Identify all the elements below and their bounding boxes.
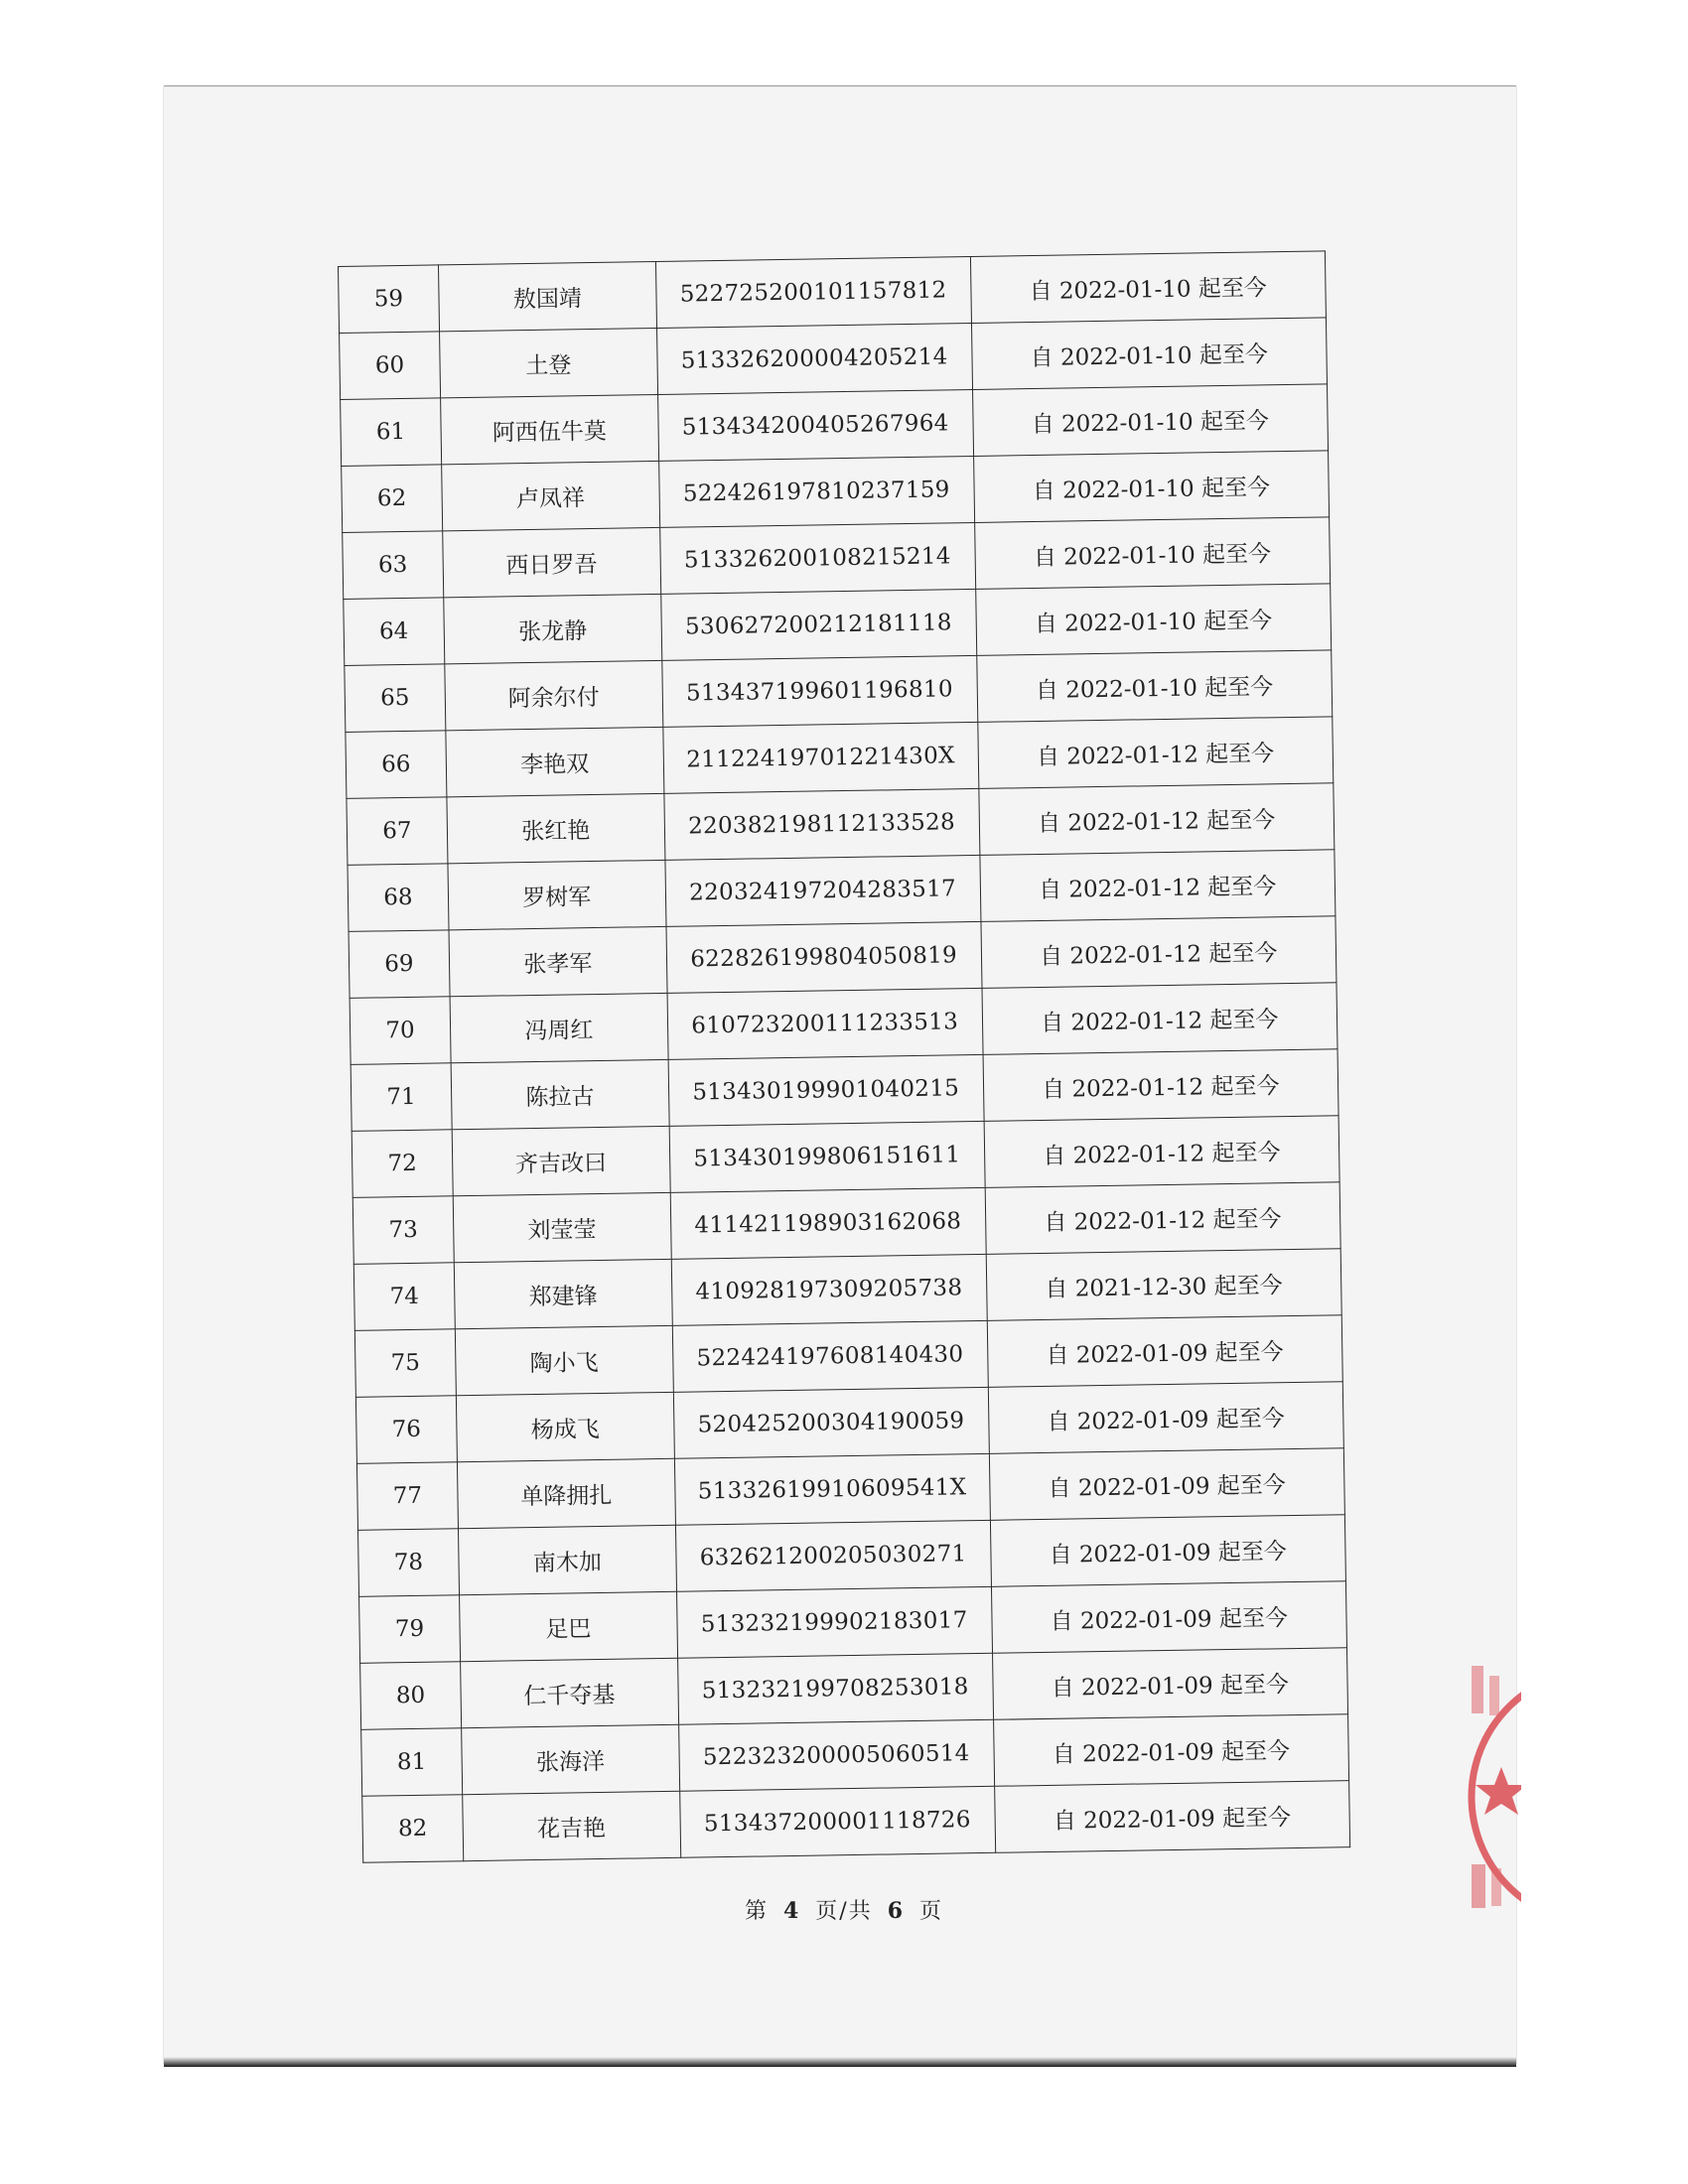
period-cell: 自 2022-01-10 起至今	[974, 517, 1331, 590]
name-cell: 刘莹莹	[453, 1192, 671, 1262]
id-number-cell: 513434200405267964	[657, 389, 973, 461]
id-number-cell: 513326200108215214	[659, 522, 975, 594]
id-number-cell: 513232199902183017	[676, 1586, 992, 1658]
id-number-cell: 513430199806151611	[669, 1121, 985, 1192]
row-number-cell: 79	[359, 1595, 461, 1664]
period-cell: 自 2022-01-10 起至今	[970, 251, 1327, 324]
name-cell: 土登	[439, 328, 657, 397]
row-number-cell: 63	[343, 531, 444, 600]
row-number-cell: 80	[360, 1662, 462, 1730]
row-number-cell: 59	[339, 265, 440, 334]
row-number-cell: 82	[362, 1795, 464, 1863]
footer-suffix: 页	[919, 1899, 944, 1924]
name-cell: 阿余尔付	[445, 660, 663, 730]
roster-table	[338, 250, 1350, 1862]
id-number-cell: 520425200304190059	[673, 1387, 989, 1458]
name-cell: 陶小飞	[455, 1325, 673, 1395]
footer-current-page: 4	[782, 1898, 801, 1924]
id-number-cell: 513437199601196810	[662, 655, 978, 727]
id-number-cell: 513437200001118726	[679, 1786, 995, 1857]
name-cell: 仁千夺基	[460, 1658, 678, 1727]
row-number-cell: 76	[355, 1396, 457, 1464]
name-cell: 敖国靖	[438, 261, 656, 331]
name-cell: 郑建锋	[454, 1259, 672, 1328]
period-cell: 自 2022-01-10 起至今	[971, 318, 1328, 390]
footer-middle: 页/共	[815, 1899, 873, 1924]
id-number-cell: 21122419701221430X	[663, 722, 979, 793]
name-cell: 杨成飞	[456, 1392, 674, 1461]
row-number-cell: 74	[353, 1263, 455, 1331]
row-number-cell: 65	[345, 664, 446, 733]
id-number-cell: 410928197309205738	[671, 1254, 987, 1325]
row-number-cell: 72	[352, 1130, 453, 1198]
name-cell: 张孝军	[449, 926, 667, 996]
period-cell: 自 2022-01-09 起至今	[991, 1581, 1347, 1654]
id-number-cell: 632621200205030271	[675, 1520, 991, 1591]
name-cell: 冯周红	[450, 993, 668, 1062]
page-footer	[0, 1894, 1688, 1925]
row-number-cell: 67	[347, 797, 448, 866]
period-cell: 自 2021-12-30 起至今	[986, 1249, 1342, 1321]
footer-prefix: 第	[744, 1899, 769, 1924]
row-number-cell: 71	[351, 1063, 452, 1132]
row-number-cell: 73	[352, 1196, 454, 1265]
period-cell: 自 2022-01-09 起至今	[987, 1315, 1343, 1388]
period-cell: 自 2022-01-12 起至今	[983, 1049, 1339, 1122]
row-number-cell: 64	[344, 598, 445, 666]
row-number-cell: 81	[361, 1728, 463, 1797]
footer-total-pages: 6	[887, 1898, 906, 1924]
id-number-cell: 522323200005060514	[678, 1719, 994, 1791]
period-cell: 自 2022-01-09 起至今	[992, 1648, 1348, 1720]
id-number-cell: 220382198112133528	[664, 788, 980, 860]
id-number-cell: 513430199901040215	[668, 1054, 984, 1126]
row-number-cell: 69	[349, 930, 450, 999]
period-cell: 自 2022-01-09 起至今	[988, 1382, 1344, 1454]
period-cell: 自 2022-01-10 起至今	[975, 584, 1332, 656]
row-number-cell: 78	[358, 1529, 460, 1597]
period-cell: 自 2022-01-09 起至今	[993, 1714, 1349, 1787]
name-cell: 张海洋	[461, 1724, 679, 1794]
id-number-cell: 530627200212181118	[660, 589, 976, 660]
period-cell: 自 2022-01-12 起至今	[984, 1116, 1340, 1188]
name-cell: 单降拥扎	[457, 1458, 675, 1528]
name-cell: 西日罗吾	[443, 527, 661, 597]
period-cell: 自 2022-01-12 起至今	[977, 717, 1334, 789]
name-cell: 陈拉古	[451, 1059, 669, 1129]
name-cell: 齐吉改曰	[452, 1126, 670, 1195]
id-number-cell: 513326200004205214	[656, 323, 972, 394]
name-cell: 足巴	[459, 1591, 677, 1661]
id-number-cell: 51332619910609541X	[674, 1453, 990, 1525]
row-number-cell: 77	[356, 1462, 458, 1531]
id-number-cell: 522426197810237159	[658, 456, 974, 527]
row-number-cell: 68	[348, 864, 449, 932]
row-number-cell: 70	[350, 997, 451, 1065]
period-cell: 自 2022-01-12 起至今	[979, 850, 1336, 922]
id-number-cell: 522725200101157812	[655, 256, 971, 328]
name-cell: 李艳双	[446, 727, 664, 796]
roster-table-body	[339, 251, 1350, 1862]
period-cell: 自 2022-01-12 起至今	[985, 1182, 1341, 1255]
paper-bottom-edge	[164, 2057, 1516, 2067]
period-cell: 自 2022-01-09 起至今	[989, 1448, 1345, 1521]
period-cell: 自 2022-01-10 起至今	[976, 650, 1333, 723]
period-cell: 自 2022-01-10 起至今	[973, 451, 1330, 523]
row-number-cell: 61	[341, 398, 442, 467]
period-cell: 自 2022-01-09 起至今	[994, 1781, 1350, 1853]
seal-icon	[1460, 1648, 1521, 1946]
period-cell: 自 2022-01-09 起至今	[990, 1515, 1346, 1587]
name-cell: 南木加	[458, 1525, 676, 1594]
id-number-cell: 610723200111233513	[667, 988, 983, 1059]
row-number-cell: 75	[354, 1329, 456, 1398]
id-number-cell: 622826199804050819	[666, 921, 982, 993]
name-cell: 卢凤祥	[441, 461, 659, 530]
period-cell: 自 2022-01-10 起至今	[972, 384, 1329, 457]
period-cell: 自 2022-01-12 起至今	[980, 916, 1336, 989]
row-number-cell: 66	[346, 731, 447, 799]
id-number-cell: 513232199708253018	[677, 1653, 993, 1724]
name-cell: 花吉艳	[463, 1791, 681, 1860]
id-number-cell: 411421198903162068	[670, 1187, 986, 1259]
name-cell: 张红艳	[447, 793, 665, 863]
id-number-cell: 522424197608140430	[672, 1320, 988, 1392]
table-row	[362, 1781, 1350, 1863]
period-cell: 自 2022-01-12 起至今	[982, 983, 1338, 1055]
id-number-cell: 220324197204283517	[665, 855, 981, 926]
roster-table-container	[338, 250, 1350, 1883]
row-number-cell: 62	[342, 465, 443, 533]
name-cell: 罗树军	[448, 860, 666, 929]
name-cell: 张龙静	[444, 594, 662, 663]
period-cell: 自 2022-01-12 起至今	[978, 783, 1335, 856]
name-cell: 阿西伍牛莫	[440, 394, 658, 464]
row-number-cell: 60	[340, 332, 441, 400]
official-seal-partial	[1460, 1648, 1521, 1946]
